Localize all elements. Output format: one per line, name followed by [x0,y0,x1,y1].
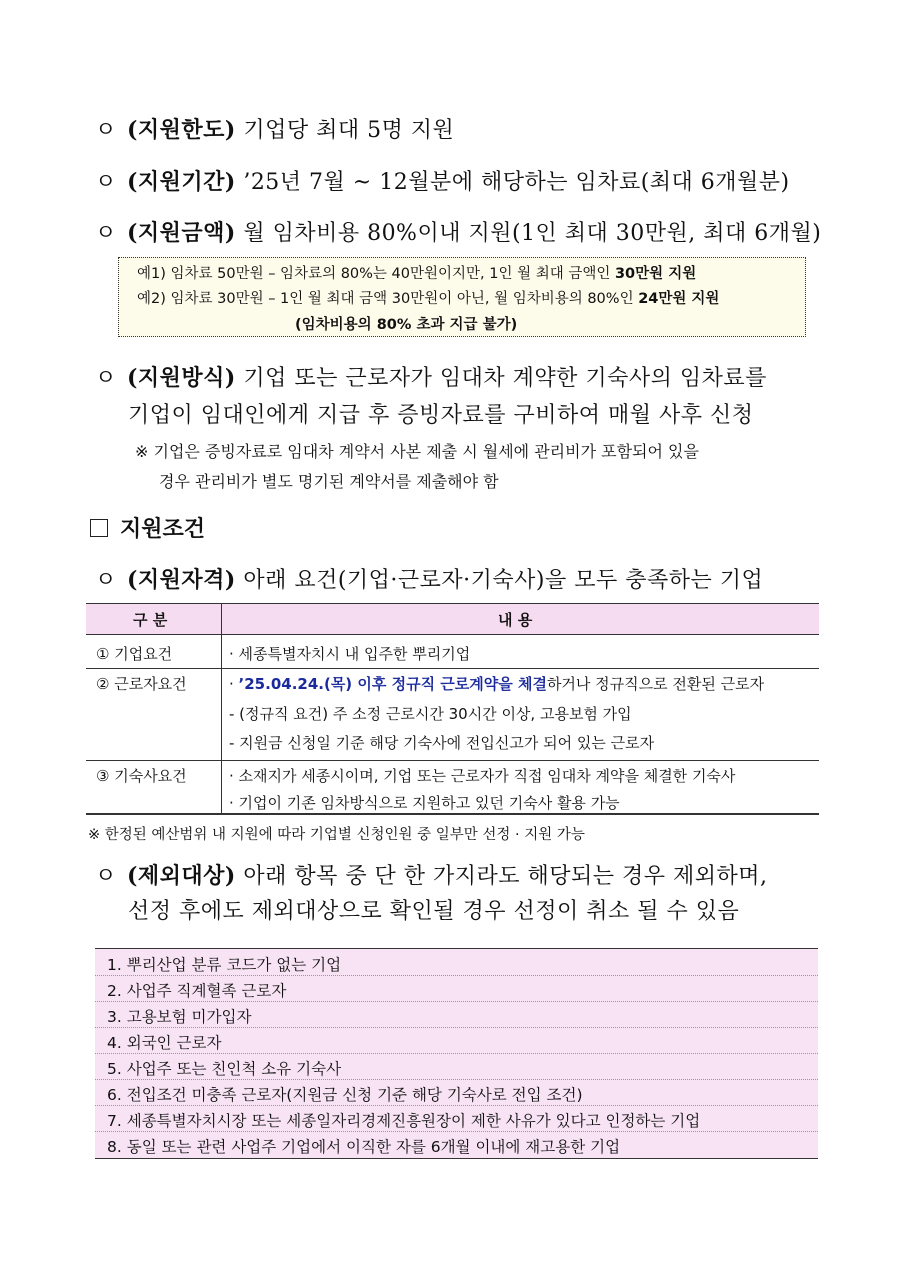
section-title-text: 지원조건 [120,517,206,542]
bullet-label: (지원금액) [127,220,236,246]
row-worker-line3: - 지원금 신청일 기준 해당 기숙사에 전입신고가 되어 있는 근로자 [229,734,655,752]
bullet-mark: ㅇ [95,864,117,889]
bullet-text: ’25년 7월 ~ 12월분에 해당하는 임차료(최대 6개월분) [235,170,790,195]
bullet-text: 아래 요건(기업·근로자·기숙사)을 모두 충족하는 기업 [235,568,764,593]
table-header [86,603,819,635]
exclusion-separator [95,1027,818,1028]
exclusion-item: 3. 고용보험 미가입자 [107,1008,252,1026]
worker-date-highlight: ’25.04.24.(목) 이후 정규직 근로계약을 체결 [238,675,547,693]
row-company-line1: · 세종특별자치시 내 입주한 뿌리기업 [229,645,471,663]
exclusion-item: 7. 세종특별자치시장 또는 세종일자리경제진흥원장이 제한 사유가 있다고 인정하는 기업 [107,1112,701,1130]
example-2-text: 예2) 임차료 30만원 – 1인 월 최대 금액 30만원이 아닌, 월 임차비용의 80%인 [137,291,639,307]
bullet-eligibility [95,563,763,594]
example-1-highlight: 30만원 지원 [614,266,697,282]
exclusion-separator [95,1105,818,1106]
table-row-line [86,668,819,669]
bullet-label: (지원기간) [127,169,236,195]
bullet-mark: ㅇ [95,170,117,195]
method-note-line2: 경우 관리비가 별도 명기된 계약서를 제출해야 함 [159,472,499,491]
bullet-label: (지원방식) [127,365,236,391]
bullet-mark: ㅇ [95,221,117,246]
exclusion-item: 5. 사업주 또는 친인척 소유 기숙사 [107,1060,342,1078]
bullet-text: 월 임차비용 80%이내 지원(1인 최대 30만원, 최대 6개월) [235,221,822,246]
bullet-support-method-cont: 기업이 임대인에게 지급 후 증빙자료를 구비하여 매월 사후 신청 [128,403,754,428]
bullet-support-method [95,361,767,392]
row-worker-label: ② 근로자요건 [96,675,187,693]
bullet-text: 아래 항목 중 단 한 가지라도 해당되는 경우 제외하며, [235,864,768,889]
bullet-text: 기업 또는 근로자가 임대차 계약한 기숙사의 임차료를 [235,366,767,391]
row-worker-line2: - (정규직 요건) 주 소정 근로시간 30시간 이상, 고용보험 가입 [229,705,632,723]
row-worker-line1: · ’25.04.24.(목) 이후 정규직 근로계약을 체결하거나 정규직으로 전환된 근로자 [229,675,765,693]
exclusion-separator [95,1079,818,1080]
example-3: (임차비용의 80% 초과 지급 불가) [295,317,518,333]
example-2 [137,287,719,308]
square-icon [90,519,108,537]
bullet-support-amount [95,216,821,247]
row-dorm-line1: · 소재지가 세종시이며, 기업 또는 근로자가 직접 임대차 계약을 체결한 기숙사 [229,767,736,785]
exclusion-item: 2. 사업주 직계혈족 근로자 [107,982,287,1000]
bullet-label: (지원한도) [127,117,236,143]
table-bottom-line [86,813,819,815]
bullet-exclusions-cont: 선정 후에도 제외대상으로 확인될 경우 선정이 취소 될 수 있음 [128,899,740,924]
bullet-mark: ㅇ [95,568,117,593]
table-head-category: 구 분 [133,611,168,629]
example-1 [137,262,696,283]
exclusion-item: 1. 뿌리산업 분류 코드가 없는 기업 [107,956,342,974]
exclusion-separator [95,1131,818,1132]
example-2-highlight: 24만원 지원 [638,291,720,307]
exclusion-list [95,948,818,1159]
exclusion-separator [95,975,818,976]
bullet-support-limit [95,113,454,144]
exclusion-item: 8. 동일 또는 관련 사업주 기업에서 이직한 자를 6개월 이내에 재고용한 기업 [107,1138,621,1156]
table-note: ※ 한정된 예산범위 내 지원에 따라 기업별 신청인원 중 일부만 선정 · 지원 가능 [88,827,585,843]
exclusion-separator [95,1001,818,1002]
exclusion-item: 4. 외국인 근로자 [107,1034,222,1052]
bullet-label: (제외대상) [127,863,236,889]
table-row-line [86,760,819,761]
method-note-line1: ※ 기업은 증빙자료로 임대차 계약서 사본 제출 시 월세에 관리비가 포함되어 있을 [135,442,699,461]
section-title [90,512,205,543]
row-dorm-line2: · 기업이 기존 임차방식으로 지원하고 있던 기숙사 활용 가능 [229,794,620,812]
table-head-content: 내 용 [498,611,533,629]
exclusion-separator [95,1053,818,1054]
row-company-label: ① 기업요건 [96,645,173,663]
exclusion-item: 6. 전입조건 미충족 근로자(지원금 신청 기준 해당 기숙사로 전입 조건) [107,1086,583,1104]
table-divider [221,603,222,813]
example-box [118,257,806,337]
bullet-support-period [95,165,790,196]
bullet-mark: ㅇ [95,118,117,143]
bullet-text: 기업당 최대 5명 지원 [235,118,455,143]
bullet-label: (지원자격) [127,567,236,593]
bullet-exclusions [95,859,768,890]
row-dorm-label: ③ 기숙사요건 [96,767,187,785]
example-1-text: 예1) 임차료 50만원 – 임차료의 80%는 40만원이지만, 1인 월 최대 금액인 [137,266,615,282]
bullet-mark: ㅇ [95,366,117,391]
